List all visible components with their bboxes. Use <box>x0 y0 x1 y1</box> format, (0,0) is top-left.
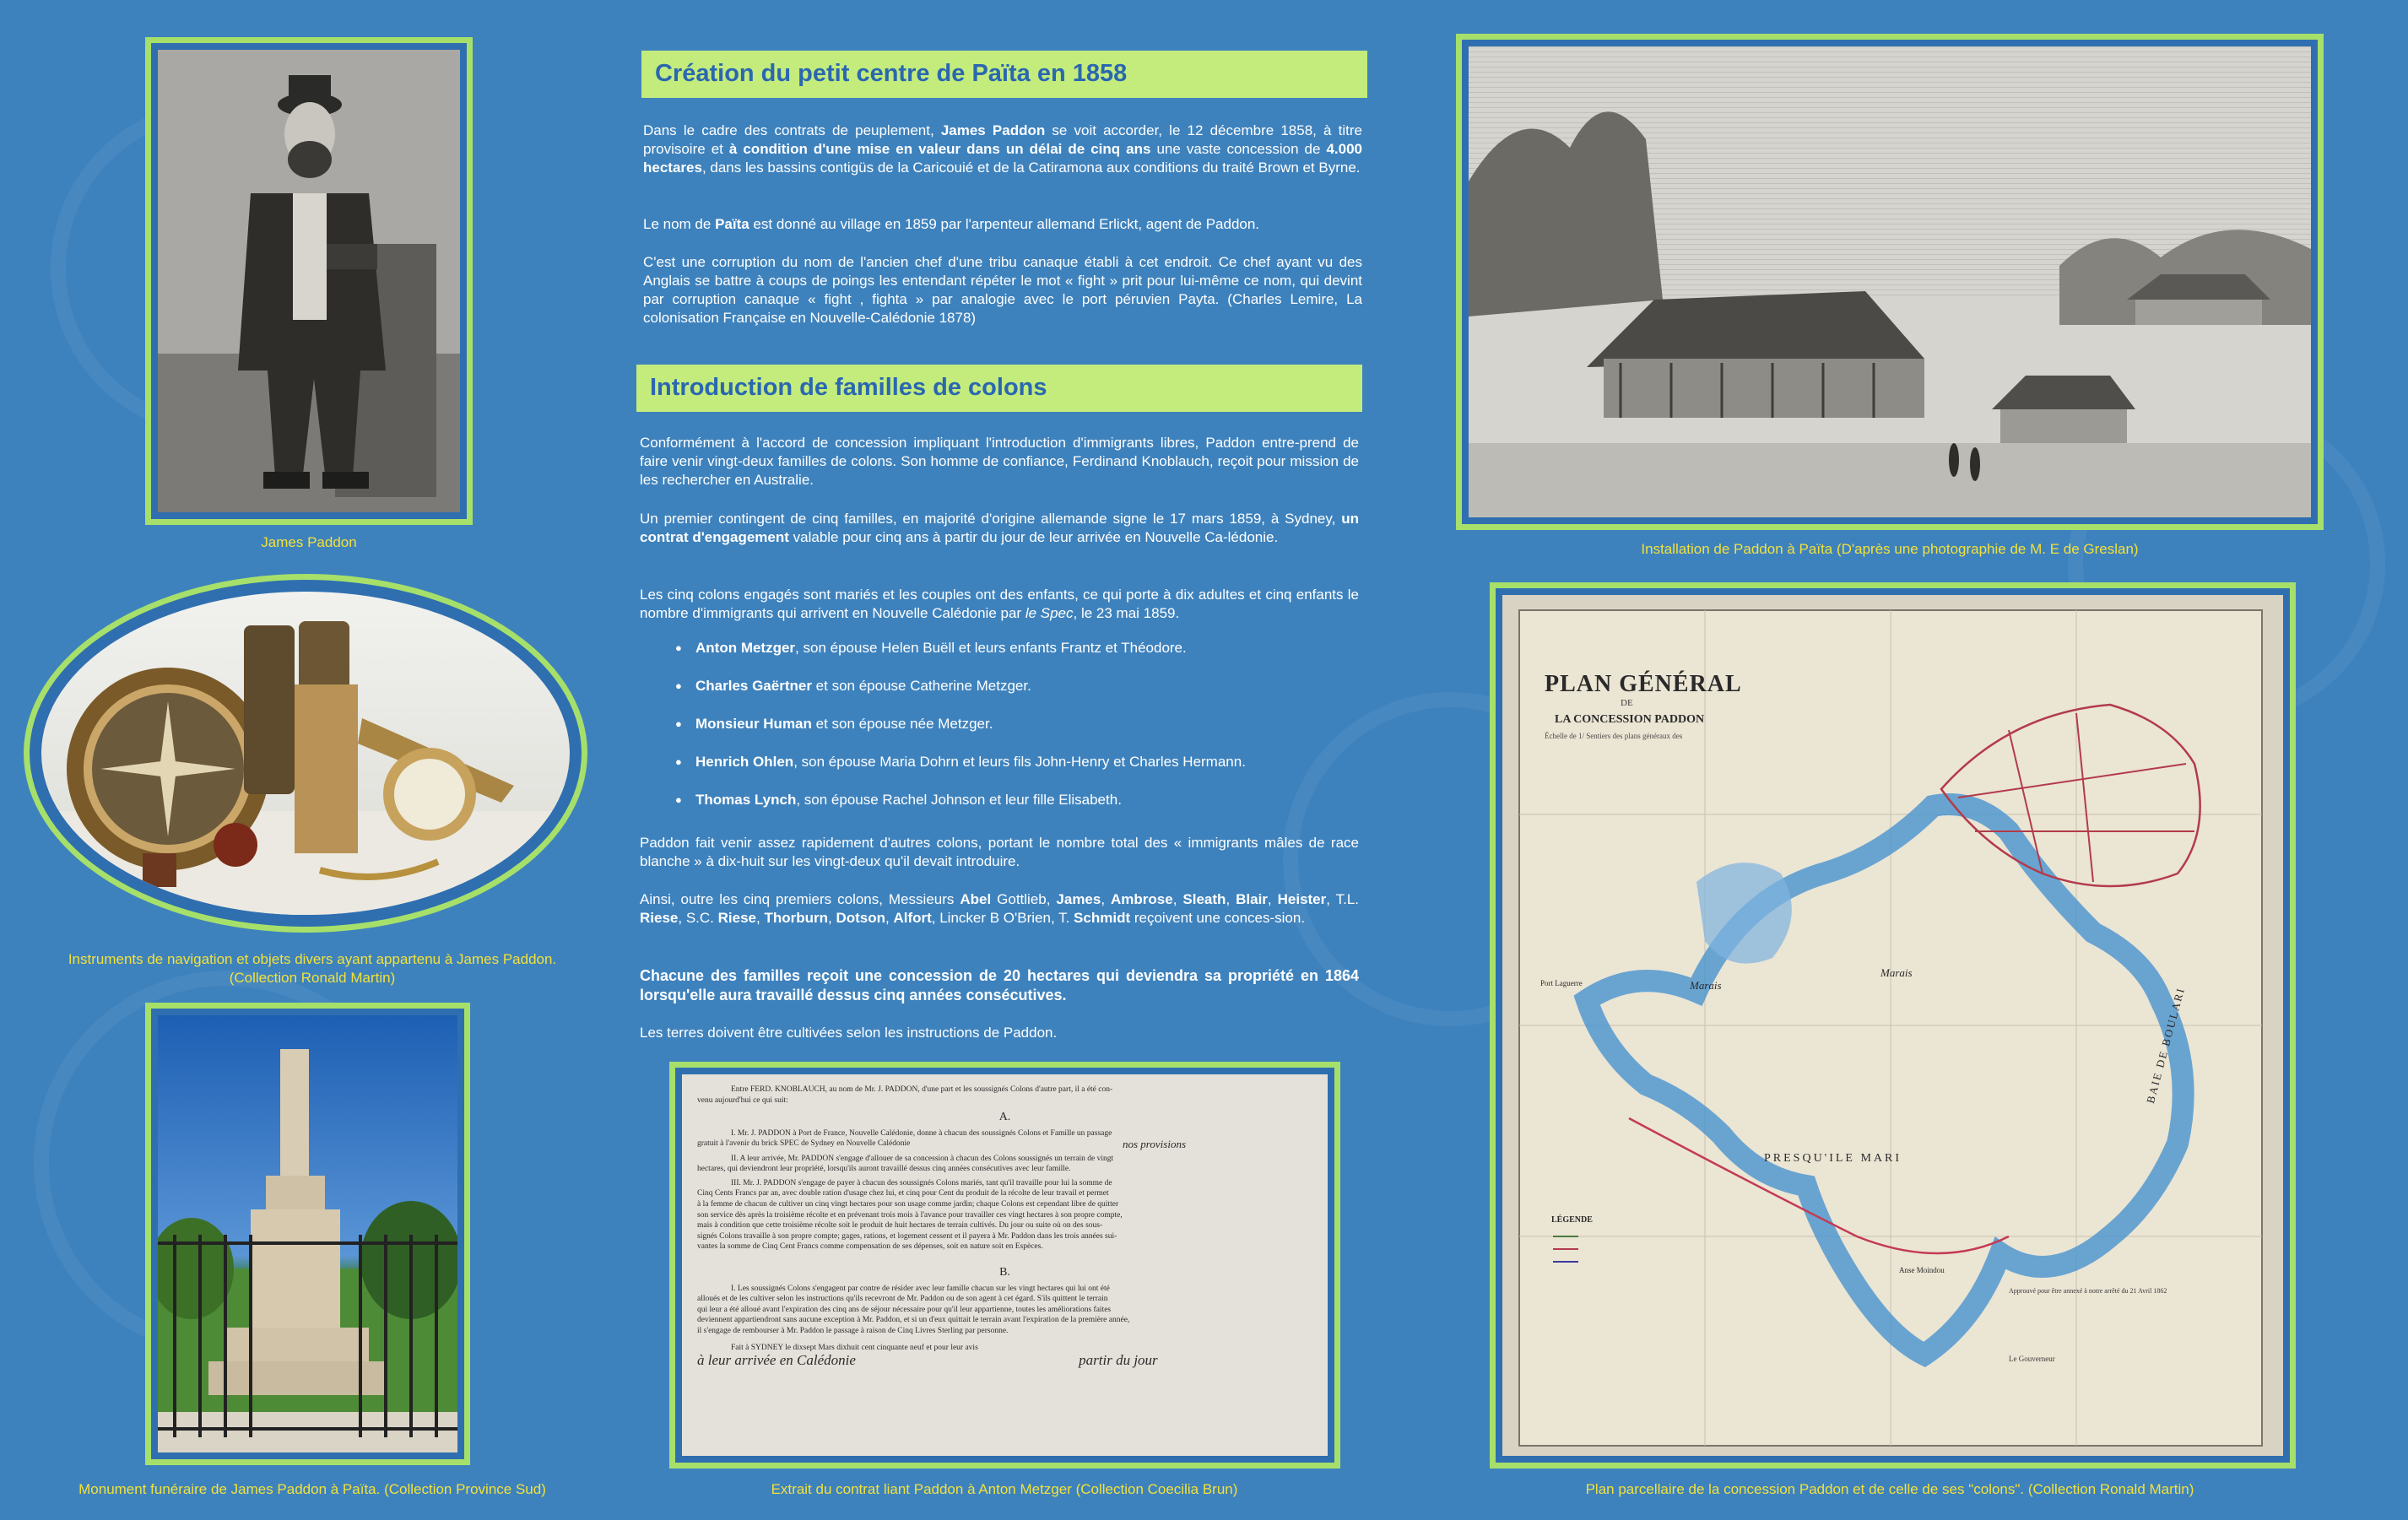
contract-section-a: A. <box>998 1111 1011 1124</box>
condition-text: à condition d'une mise en valeur dans un délai de cinq ans <box>728 141 1151 157</box>
text-span: Ainsi, outre les cinq premiers colons, Messieurs <box>640 891 960 907</box>
text-span: , <box>827 910 836 926</box>
introduction-paragraph-4: Paddon fait venir assez rapidement d'autres colons, portant le nombre total des « immigrants mâles de race blanche » à dix-huit sur les vingt-deux qu'il devait introduire. <box>640 835 1359 869</box>
map-legend-title: LÉGENDE <box>1551 1215 1593 1225</box>
colonist-name: Riese <box>717 910 756 926</box>
installation-photo-frame <box>1456 34 2324 530</box>
contract-head: venu aujourd'hui ce qui suit: <box>697 1095 788 1105</box>
colonist-details: et son épouse Catherine Metzger. <box>811 678 1031 694</box>
instruments-caption-line-2: (Collection Ronald Martin) <box>229 970 396 986</box>
colonist-name: Thorburn <box>764 910 828 926</box>
text-span: , dans les bassins contigüs de la Caricouié et de la Catiramona aux conditions du traité Brown et Byrne. <box>701 160 1361 176</box>
contract-caption: Extrait du contrat liant Paddon à Anton Metzger (Collection Coecilia Brun) <box>771 1481 1238 1497</box>
creation-paragraph-2 <box>643 215 1362 234</box>
text-span: valable pour cinq ans à partir du jour de leur arrivée en Nouvelle Ca-lédonie. <box>788 529 1279 545</box>
map-bay-label: BAIE DE BOULARI <box>2144 985 2188 1105</box>
colonist-name: James <box>1056 891 1101 907</box>
text-span: Les cinq colons engagés sont mariés et les couples ont des enfants, ce qui porte à dix adultes et cinq enfants le nombre d'immigrants qui arrivent en Nouvelle Calédonie par <box>640 587 1359 621</box>
colonist-name: Charles Gaërtner <box>695 678 812 694</box>
colonist-name: Riese <box>640 910 679 926</box>
introduction-paragraph-2 <box>640 510 1359 547</box>
heading-introduction: Introduction de familles de colons <box>636 365 1362 412</box>
contract-footer: Fait à SYDNEY le dixsept Mars dixhuit cent cinquante neuf et pour leur avis <box>731 1344 978 1353</box>
text-span: reçoivent une conces-sion. <box>1130 910 1306 926</box>
monument-photo-frame <box>145 1003 470 1465</box>
colonist-name: Monsieur Human <box>695 716 812 732</box>
installation-caption: Installation de Paddon à Païta (D'après une photographie de M. E de Greslan) <box>1641 541 2139 557</box>
colonist-name: Anton Metzger <box>695 640 796 656</box>
introduction-paragraph-6: Chacune des familles reçoit une concession de 20 hectares qui deviendra sa propriété en 1864 lorsqu'elle aura travaillé dessus cinq années consécutives. <box>640 967 1359 1003</box>
text-span: , le 23 mai 1859. <box>1073 605 1180 621</box>
instruments-photo-frame <box>24 574 587 933</box>
contract-line: deviennent appartiendront sans aucune exception à Mr. Paddon, et si un d'eux quittait le terrain avant l'expiration de la première année, <box>697 1316 1130 1325</box>
list-item <box>675 753 1350 791</box>
paddon-name: James Paddon <box>940 122 1046 138</box>
text-span: une vaste concession de <box>1150 141 1327 157</box>
monument-image <box>158 1015 457 1452</box>
contract-text: un contrat d'engagement <box>640 511 1359 545</box>
instruments-caption <box>0 950 625 987</box>
contract-line: vantes la somme de Cinq Cent Francs comme compensation de ses dépenses, soit en nature soit en Espèces. <box>697 1242 1043 1252</box>
monument-caption: Monument funéraire de James Paddon à Païta. (Collection Province Sud) <box>78 1481 546 1497</box>
colonist-name: Heister <box>1277 891 1327 907</box>
colonist-name: Dotson <box>836 910 885 926</box>
map-marais-label: Marais <box>1690 979 1722 992</box>
contract-handwriting: nos provisions <box>1123 1137 1186 1150</box>
map-approval-note: Approuvé pour être annexé à notre arrêté du 21 Avril 1862 <box>2009 1287 2167 1295</box>
contract-line: alloués et de les cultiver selon les instructions qu'ils recevront de Mr. Paddon ou de son agent à cet égard. S'ils quittent le terrain <box>697 1295 1108 1304</box>
colonist-name: Thomas Lynch <box>695 792 797 808</box>
list-item <box>675 639 1350 677</box>
contract-line: signés Colons travaille à son propre compte; gages, rations, et logement cessent et il payera à Mr. Paddon dans les trois années sui- <box>697 1231 1117 1241</box>
text-span: , S.C. <box>678 910 718 926</box>
map-caption: Plan parcellaire de la concession Paddon et de celle de ses "colons". (Collection Ronald Martin) <box>1585 1481 2194 1497</box>
colonist-name: Ambrose <box>1111 891 1173 907</box>
map-marais-label: Marais <box>1880 966 1913 979</box>
introduction-paragraph-5 <box>640 890 1359 928</box>
colonists-list <box>675 639 1350 829</box>
contract-line: il s'engage de rembourser à Mr. Paddon le passage à raison de Cinq Livres Sterling par personne. <box>697 1326 1009 1335</box>
colonist-name: Schmidt <box>1074 910 1131 926</box>
colonist-details: , son épouse Maria Dohrn et leurs fils John-Henry et Charles Hermann. <box>793 754 1246 770</box>
contract-line: I. Mr. J. PADDON à Port de France, Nouvelle Calédonie, donne à chacun des soussignés Colons et Famille un passage <box>731 1128 1112 1138</box>
contract-handwriting-row <box>697 1352 1312 1369</box>
text-span: , <box>1172 891 1183 907</box>
portrait-caption: James Paddon <box>261 534 357 550</box>
installation-engraving-image <box>1469 46 2311 517</box>
text-span: , <box>755 910 765 926</box>
list-item <box>675 677 1350 715</box>
colonist-name: Alfort <box>893 910 932 926</box>
map-subtitle: LA CONCESSION PADDON <box>1555 713 1705 726</box>
text-span: , T.L. <box>1326 891 1360 907</box>
colonist-details: et son épouse née Metzger. <box>811 716 993 732</box>
contract-line: III. Mr. J. PADDON s'engage de payer à chacun des soussignés Colons mariés, tant qu'il travaille pour lui la somme de <box>731 1178 1112 1187</box>
text-span: Gottlieb, <box>991 891 1057 907</box>
map-peninsula-label: PRESQU'ILE MARI <box>1764 1152 1902 1165</box>
heading-creation: Création du petit centre de Païta en 1858 <box>641 51 1367 98</box>
james-paddon-portrait <box>158 50 460 512</box>
contract-line: hectares, qui deviendront leur propriété, lorsqu'ils auront travaillé dessus cinq années consécutives avec leur famille. <box>697 1165 1071 1174</box>
contract-handwriting: partir du jour <box>1079 1352 1158 1369</box>
colonist-name: Blair <box>1236 891 1268 907</box>
contract-photo-frame <box>669 1062 1340 1469</box>
list-item <box>675 791 1350 829</box>
contract-line: I. Les soussignés Colons s'engagent par contre de résider avec leur famille chacun sur les vingt hectares qui lui ont été <box>731 1284 1110 1293</box>
contract-handwriting: à leur arrivée en Calédonie <box>697 1352 856 1369</box>
text-span: se voit accorder, le 12 décembre 1858, à titre provisoire et <box>643 122 1362 157</box>
list-item <box>675 715 1350 753</box>
map-photo-frame <box>1490 582 2296 1469</box>
map-anse-label: Anse Moindou <box>1899 1266 1945 1274</box>
contract-line: II. A leur arrivée, Mr. PADDON s'engage d'allouer de sa concession à chacun des Colons soussignés un terrain de vingt <box>731 1154 1114 1163</box>
creation-paragraph-3: C'est une corruption du nom de l'ancien chef d'une tribu canaque établi à cet endroit. Ce chef ayant vu des Anglais se battre à coups de poings les entendant répéter le mot « fight » prit pour lui-même ce nom, qui devint par corruption canaque « fight , fighta » par analogie avec le port péruvien Payta. (Charles Lemire, La colonisation Française en Nouvelle-Calédonie 1878) <box>643 254 1362 326</box>
colonist-details: , son épouse Helen Buëll et leurs enfants Frantz et Théodore. <box>795 640 1187 656</box>
text-span: , Lincker B O'Brien, T. <box>931 910 1074 926</box>
creation-paragraph-1 <box>643 122 1362 177</box>
text-span: , <box>1267 891 1278 907</box>
navigation-instruments-image <box>41 592 570 915</box>
contract-line: son service dès après la troisième récolte et en prévenant trois mois à l'avance pour travailler ces vingt hectares à son propre compte, <box>697 1210 1123 1220</box>
text-span: , <box>1226 891 1236 907</box>
contract-section-b: B. <box>999 1265 1010 1279</box>
contract-line: gratuit à l'avenir du brick SPEC de Sydney en Nouvelle Calédonie <box>697 1139 911 1149</box>
colonist-name: Abel <box>960 891 992 907</box>
contract-document <box>682 1074 1328 1456</box>
colonist-details: , son épouse Rachel Johnson et leur fille Elisabeth. <box>796 792 1122 808</box>
contract-line: à la femme de chacun de cultiver un cinq vingt hectares pour son usage comme jardin; chaque Colons est cependant libre de quitter <box>697 1199 1119 1209</box>
introduction-paragraph-7: Les terres doivent être cultivées selon les instructions de Paddon. <box>640 1025 1058 1041</box>
ship-name: le Spec <box>1025 605 1074 621</box>
contract-head: Entre FERD. KNOBLAUCH, au nom de Mr. J. PADDON, d'une part et les soussignés Colons d'autre part, il a été con- <box>731 1085 1113 1094</box>
text-span: est donné au village en 1859 par l'arpenteur allemand Erlickt, agent de Paddon. <box>749 216 1260 232</box>
text-span: Dans le cadre des contrats de peuplement, <box>643 122 941 138</box>
contract-line: Cinq Cents Francs par an, avec double ration d'usage chez lui, et cinq pour Cent du produit de la récolte de leur travail et permet <box>697 1189 1109 1198</box>
map-scale-note: Échelle de 1/ Sentiers des plans généraux des <box>1545 732 1683 740</box>
introduction-paragraph-1: Conformément à l'accord de concession impliquant l'introduction d'immigrants libres, Paddon entre-prend de faire venir vingt-deux familles de colons. Son homme de confiance, Ferdinand Knoblauch, reçoit pour mission de les rechercher en Australie. <box>640 435 1359 488</box>
text-span: Un premier contingent de cinq familles, en majorité d'origine allemande signe le 17 mars 1859, à Sydney, <box>640 511 1342 527</box>
map-title: PLAN GÉNÉRAL <box>1545 671 1742 697</box>
map-subtitle-de: DE <box>1621 698 1633 708</box>
text-span: Le nom de <box>643 216 716 232</box>
map-signature: Le Gouverneur <box>2009 1355 2055 1363</box>
portrait-photo-frame <box>145 37 473 525</box>
contract-line: mais à condition que cette troisième récolte soit le produit de huit hectares de terrain cultivés. Du jour ou suite où on des sous- <box>697 1221 1103 1231</box>
colonist-name: Henrich Ohlen <box>695 754 794 770</box>
hectares-text: 4.000 hectares <box>643 141 1362 176</box>
concession-map <box>1502 595 2283 1456</box>
introduction-paragraph-3 <box>640 586 1359 623</box>
text-span: , <box>885 910 894 926</box>
text-span: , <box>1101 891 1112 907</box>
contract-line: qui leur a été alloué avant l'expiration des cinq ans de séjour nécessaire pour qu'il leur appartienne, toutes les améliorations faites <box>697 1305 1112 1314</box>
colonist-name: Sleath <box>1182 891 1226 907</box>
paita-name: Païta <box>715 216 749 232</box>
map-port-label: Port Laguerre <box>1540 979 1583 987</box>
instruments-caption-line-1: Instruments de navigation et objets divers ayant appartenu à James Paddon. <box>68 951 557 967</box>
